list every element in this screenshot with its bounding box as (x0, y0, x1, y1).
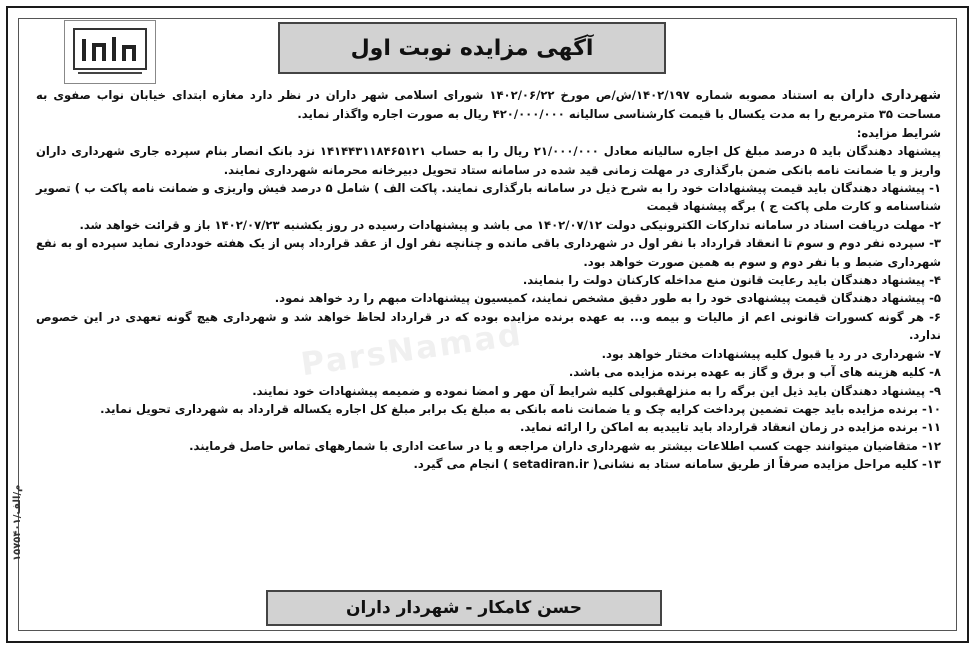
condition-item-7: ۷- شهرداری در رد یا قبول کلیه پیشنهادات مختار خواهد بود. (601, 346, 941, 361)
notice-code: م/الف/۱۵۷۵۴۰۱ (12, 485, 23, 562)
intro-rest: به استناد مصوبه شماره ۱۴۰۲/۱۹۷/ش/ص مورخ ۱۴۰۲/۰۶/۲۲ شورای اسلامی شهر داران در نظر دارد مغازه ابتدای خیابان نواب صفوی به مساحت ۳۵ مترمربع را به مدت یکسال با قیمت کارشناسی سالیانه ۴۲۰/۰۰۰/۰۰۰ ریال به صورت اجاره واگذار نماید. (36, 88, 941, 122)
condition-item-1: ۱- پیشنهاد دهندگان باید قیمت پیشنهادات خود را به شرح ذیل در سامانه بارگذاری نمایند. پاکت الف ) شامل ۵ درصد فیش واریزی و ضمانت نامه پاکت ب ) تصویر شناسنامه و کارت ملی پاکت ج ) برگه پیشنهاد قیمت (36, 181, 942, 214)
signature-footer: حسن کامکار - شهردار داران (266, 590, 662, 626)
conditions-heading: شرایط مزایده: (856, 125, 941, 140)
condition-item-4: ۴- پیشنهاد دهندگان باید رعایت قانون منع مداخله کارکنان دولت را بنمایند. (522, 273, 941, 288)
condition-item-10: ۱۰- برنده مزایده باید جهت تضمین پرداخت کرایه چک و یا ضمانت نامه بانکی به مبلغ یک برابر مبلغ کل اجاره یکساله قرارداد به شهرداری تحویل نماید. (100, 401, 941, 416)
condition-item-5: ۵- پیشنهاد دهندگان قیمت پیشنهادی خود را به طور دقیق مشخص نمایند، کمیسیون پیشنهادات مبهم را رد خواهد نمود. (274, 291, 941, 306)
municipality-logo (64, 20, 156, 84)
municipality-logo-icon (70, 25, 150, 79)
condition-item-8: ۸- کلیه هزینه های آب و برق و گاز به عهده برنده مزایده می باشد. (568, 365, 941, 380)
conditions-intro: پیشنهاد دهندگان باید ۵ درصد مبلغ کل اجاره سالیانه معادل ۲۱/۰۰۰/۰۰۰ ریال را به حساب ۱۴۱۴۴۳۱۱۸۴۶۵۱۲۱ نزد بانک انصار بنام سپرده جاری شهرداری داران واریز و یا ضمانت نامه بانکی ضمن بارگذاری در مهلت زمانی قید شده در سامانه ستاد تحویل دبیرخانه محرمانه شهرداری نمایند. (36, 144, 942, 177)
condition-item-6: ۶- هر گونه کسورات قانونی اعم از مالیات و بیمه و... به عهده برنده مزایده بوده که در قرارداد لحاظ خواهد شد و شهرداری هیچ گونه تعهدی در این خصوص ندارد. (36, 309, 941, 343)
condition-item-12: ۱۲- متقاضیان میتوانند جهت کسب اطلاعات بیشتر به شهرداری داران مراجعه و یا در ساعت اداری با شمارههای تماس حاصل فرمایند. (189, 438, 941, 453)
condition-item-11: ۱۱- برنده مزایده در زمان انعقاد قرارداد باید تاییدیه به اماکن را ارائه نماید. (519, 420, 941, 435)
condition-item-3: ۳- سپرده نفر دوم و سوم تا انعقاد قرارداد با نفر اول در شهرداری باقی مانده و چنانچه نفر اول از عقد قرارداد پس از یک هفته خودداری نماید سپرده او به نفع شهرداری ضبط و با نفر دوم و سوم به همین صورت خواهد بود. (36, 236, 941, 269)
notice-body (36, 86, 941, 474)
condition-item-2: ۲- مهلت دریافت اسناد در سامانه تدارکات الکترونیکی دولت ۱۴۰۲/۰۷/۱۲ می باشد و پیشنهادات رسیده در روز یکشنبه ۱۴۰۲/۰۷/۲۳ باز و قرائت خواهد شد. (79, 217, 941, 232)
condition-item-9: ۹- پیشنهاد دهندگان باید ذیل این برگه را به منزلهقبولی کلیه شرایط آن مهر و امضا نموده و ضمیمه پیشنهادات خود نمایند. (252, 383, 941, 398)
condition-item-13: ۱۳- کلیه مراحل مزایده صرفاً از طریق سامانه ستاد به نشانی( setadiran.ir ) انجام می گیرد. (413, 457, 941, 472)
notice-title: آگهی مزایده نوبت اول (278, 22, 666, 74)
watermark-text: ParsNamad (298, 314, 525, 384)
intro-paragraph (36, 86, 941, 124)
intro-lead: شهرداری داران (840, 88, 941, 103)
conditions-list (36, 179, 941, 474)
